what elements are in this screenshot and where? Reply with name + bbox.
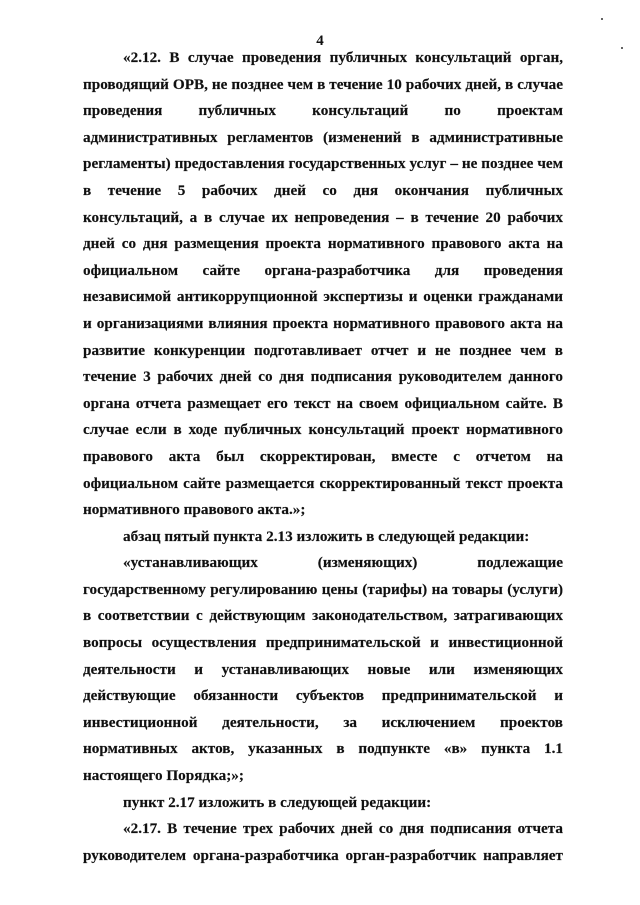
paragraph-amend-2-13-intro: абзац пятый пункта 2.13 изложить в следующей редакции:: [123, 527, 530, 545]
document-body: [83, 45, 563, 869]
paragraph-2-12: «2.12. В случае проведения публичных консультаций орган, проводящий ОРВ, не позднее чем в течение 10 рабочих дней, в случае проведения публичных консультаций по проектам административных регламентов (изменений в административные регламенты) предоставления государственных услуг – не позднее чем в течение 5 рабочих дней со дня окончания публичных консультаций, а в случае их непроведения – в течение 20 рабочих дней со дня размещения проекта нормативного правового акта на официальном сайте органа-разработчика для проведения независимой антикоррупционной экспертизы и оценки гражданами и организациями влияния проекта нормативного правового акта на развитие конкуренции подготавливает отчет и не позднее чем в течение 3 рабочих дней со дня подписания руководителем данного органа отчета размещает его текст на своем официальном сайте. В случае если в ходе публичных консультаций проект нормативного правового акта был скорректирован, вместе с отчетом на официальном сайте размещается скорректированный текст проекта нормативного правового акта.»;: [83, 49, 563, 519]
paragraph-2-17: «2.17. В течение трех рабочих дней со дня подписания отчета руководителем органа-разработчика орган-разработчик направляет: [83, 820, 563, 864]
paragraph-amend-2-17-intro: пункт 2.17 изложить в следующей редакции:: [123, 793, 432, 811]
scan-speck: [621, 47, 623, 49]
scan-speck: [601, 18, 603, 20]
page-number: 4: [316, 33, 324, 49]
paragraph-2-13-text: «устанавливающих (изменяющих) подлежащие государственному регулированию цены (тарифы) на товары (услуги) в соответствии с действующим законодательством, затрагивающих вопросы осуществления предпринимательской и инвестиционной деятельности и устанавливающих новые или изменяющих действующие обязанности субъектов предпринимательской и инвестиционной деятельности, за исключением проектов нормативных актов, указанных в подпункте «в» пункта 1.1 настоящего Порядка;»;: [83, 554, 563, 785]
